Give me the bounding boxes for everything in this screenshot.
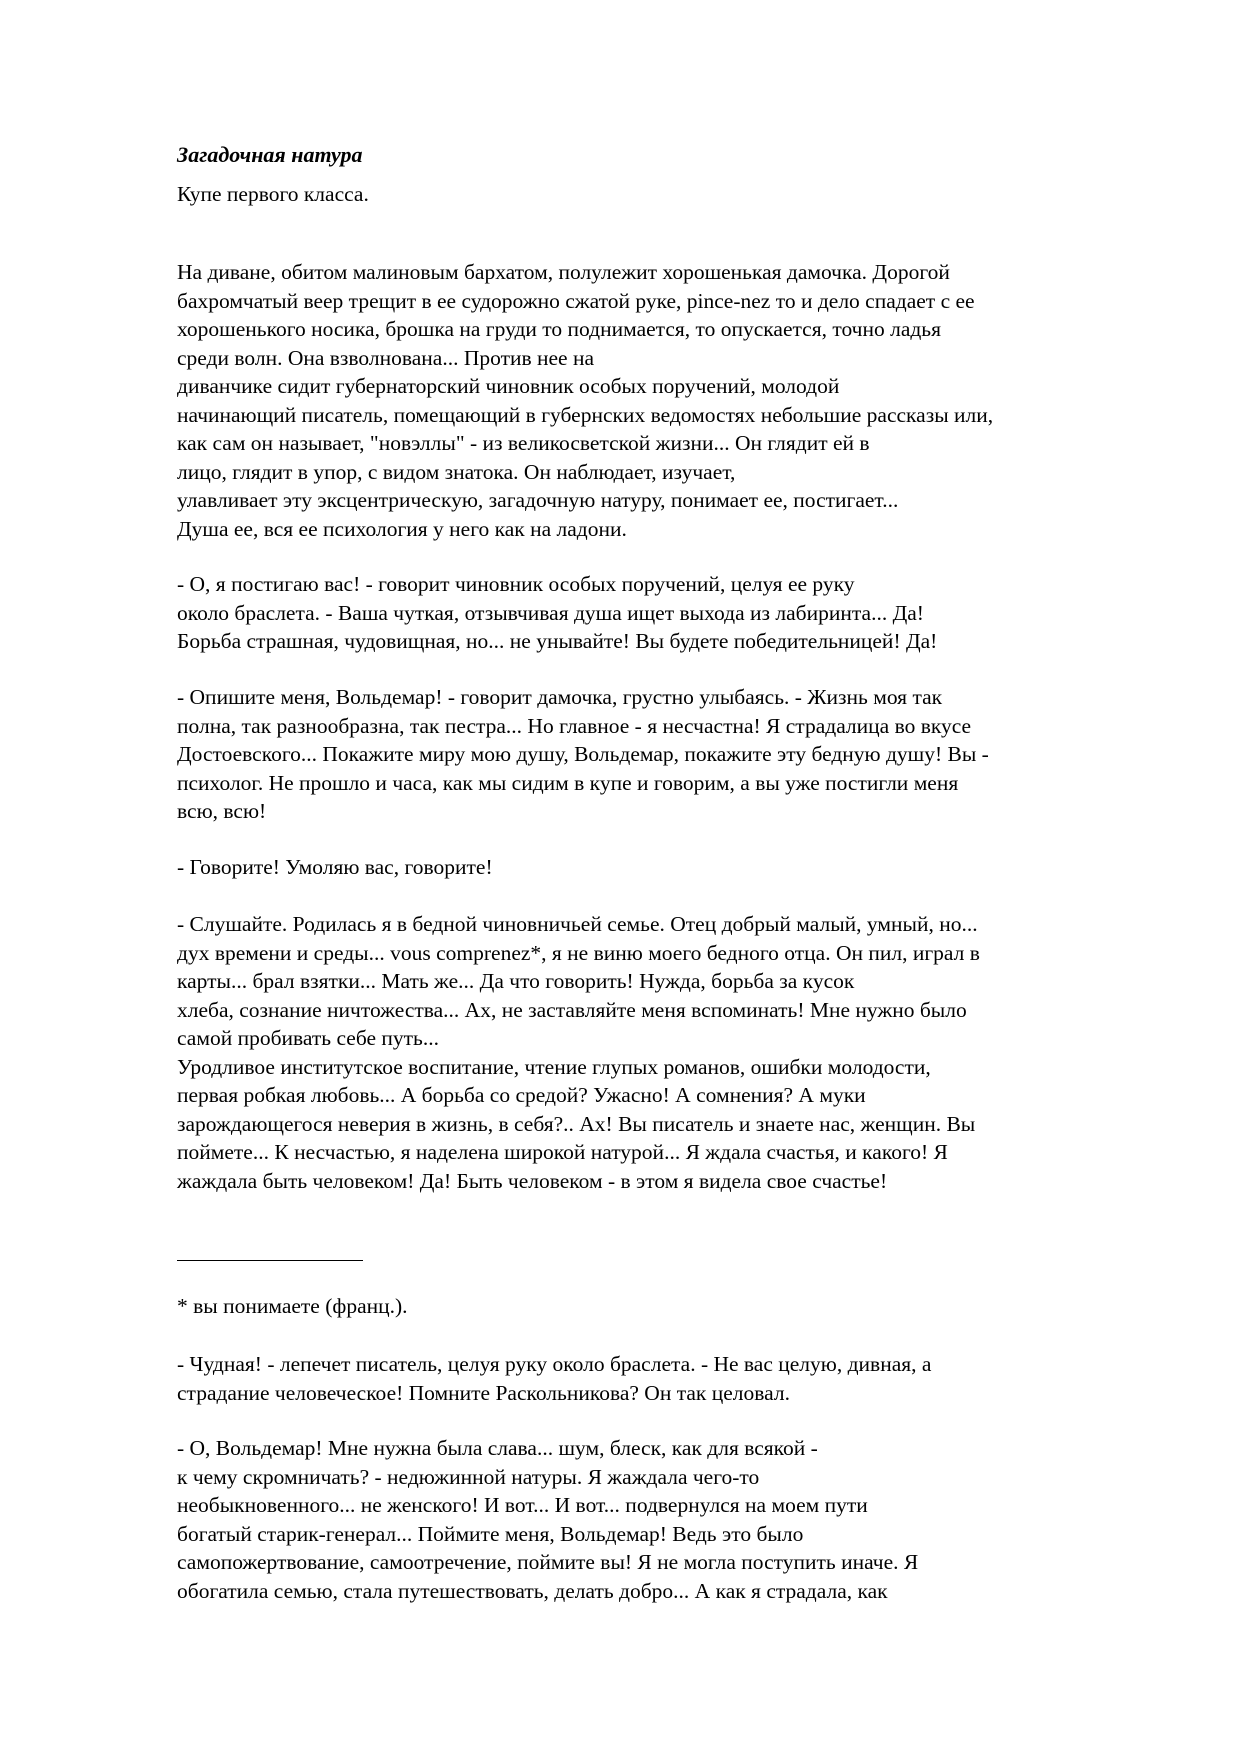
paragraph-dialogue-4 [177, 910, 980, 1195]
text-line: к чему скромничать? - недюжинной натуры. Я жаждала чего-то [177, 1464, 760, 1489]
text-line: богатый старик-генерал... Поймите меня, Вольдемар! Ведь это было [177, 1521, 804, 1546]
text-line: как сам он называет, "новэллы" - из великосветской жизни... Он глядит ей в [177, 431, 870, 455]
text-line: бахромчатый веер трещит в ее судорожно сжатой руке, pince-nez то и дело спадает с ее [177, 288, 975, 313]
text-line: самопожертвование, самоотречение, поймите вы! Я не могла поступить иначе. Я [177, 1550, 919, 1574]
text-line: Достоевского... Покажите миру мою душу, Вольдемар, покажите эту бедную душу! Вы - [177, 742, 989, 766]
paragraph-dialogue-3 [177, 853, 493, 882]
paragraph-dialogue-5 [177, 1350, 931, 1407]
text-line: Уродливое институтское воспитание, чтение глупых романов, ошибки молодости, [177, 1054, 931, 1079]
paragraph-dialogue-2 [177, 683, 989, 826]
text-line: среди волн. Она взволнована... Против нее на [177, 345, 595, 370]
text-line: поймете... К несчастью, я наделена широкой натурой... Я ждала счастья, и какого! Я [177, 1140, 948, 1164]
text-line: Борьба страшная, чудовищная, но... не унывайте! Вы будете победительницей! Да! [177, 629, 938, 653]
text-line: начинающий писатель, помещающий в губернских ведомостях небольшие рассказы или, [177, 402, 994, 427]
paragraph-description [177, 258, 993, 543]
text-line: лицо, глядит в упор, с видом знатока. Он наблюдает, изучает, [177, 459, 736, 484]
text-line: - О, Вольдемар! Мне нужна была слава... шум, блеск, как для всякой - [177, 1436, 818, 1460]
text-line: - О, я постигаю вас! - говорит чиновник особых поручений, целуя ее руку [177, 572, 855, 596]
text-line: обогатила семью, стала путешествовать, делать добро... А как я страдала, как [177, 1578, 888, 1603]
text-line: улавливает эту эксцентрическую, загадочную натуру, понимает ее, постигает... [177, 488, 899, 512]
text-line: Душа ее, вся ее психология у него как на ладони. [177, 516, 627, 541]
text-line: - Говорите! Умоляю вас, говорите! [177, 855, 493, 879]
text-line: необыкновенного... не женского! И вот... И вот... подвернулся на моем пути [177, 1493, 868, 1517]
text-line: психолог. Не прошло и часа, как мы сидим в купе и говорим, а вы уже постигли меня [177, 770, 959, 795]
text-line: зарождающегося неверия в жизнь, в себя?.. Ах! Вы писатель и знаете нас, женщин. Вы [177, 1111, 976, 1136]
paragraph-dialogue-6 [177, 1434, 918, 1605]
text-line: карты... брал взятки... Мать же... Да что говорить! Нужда, борьба за кусок [177, 969, 855, 993]
paragraph-intro [177, 180, 369, 209]
footnote [177, 1292, 408, 1321]
story-title: Загадочная натура [177, 142, 363, 167]
text-line: страдание человеческое! Помните Раскольникова? Он так целовал. [177, 1380, 790, 1405]
text-line: самой пробивать себе путь... [177, 1026, 439, 1050]
text-line: - Чудная! - лепечет писатель, целуя руку около браслета. - Не вас целую, дивная, а [177, 1352, 932, 1376]
footnote-separator [177, 1260, 363, 1261]
text-line: хлеба, сознание ничтожества... Ах, не заставляйте меня вспоминать! Мне нужно было [177, 997, 967, 1022]
footnote-text: * вы понимаете (франц.). [177, 1294, 408, 1318]
text-line: дух времени и среды... vous comprenez*, я не виню моего бедного отца. Он пил, играл в [177, 940, 980, 965]
text-line: - Опишите меня, Вольдемар! - говорит дамочка, грустно улыбаясь. - Жизнь моя так [177, 685, 943, 709]
text-line: диванчике сидит губернаторский чиновник особых поручений, молодой [177, 374, 840, 398]
text-line: около браслета. - Ваша чуткая, отзывчивая душа ищет выхода из лабиринта... Да! [177, 600, 924, 625]
text-line: полна, так разнообразна, так пестра... Но главное - я несчастна! Я страдалица во вкусе [177, 713, 972, 738]
text-line: На диване, обитом малиновым бархатом, полулежит хорошенькая дамочка. Дорогой [177, 260, 950, 284]
text-line: жаждала быть человеком! Да! Быть человеком - в этом я видела свое счастье! [177, 1168, 888, 1193]
text-line: - Слушайте. Родилась я в бедной чиновничьей семье. Отец добрый малый, умный, но... [177, 912, 978, 936]
text-line: всю, всю! [177, 799, 267, 823]
text-line: Купе первого класса. [177, 182, 369, 206]
text-line: первая робкая любовь... А борьба со средой? Ужасно! А сомнения? А муки [177, 1083, 866, 1107]
text-line: хорошенького носика, брошка на груди то поднимается, то опускается, точно ладья [177, 317, 942, 341]
paragraph-dialogue-1 [177, 570, 937, 656]
